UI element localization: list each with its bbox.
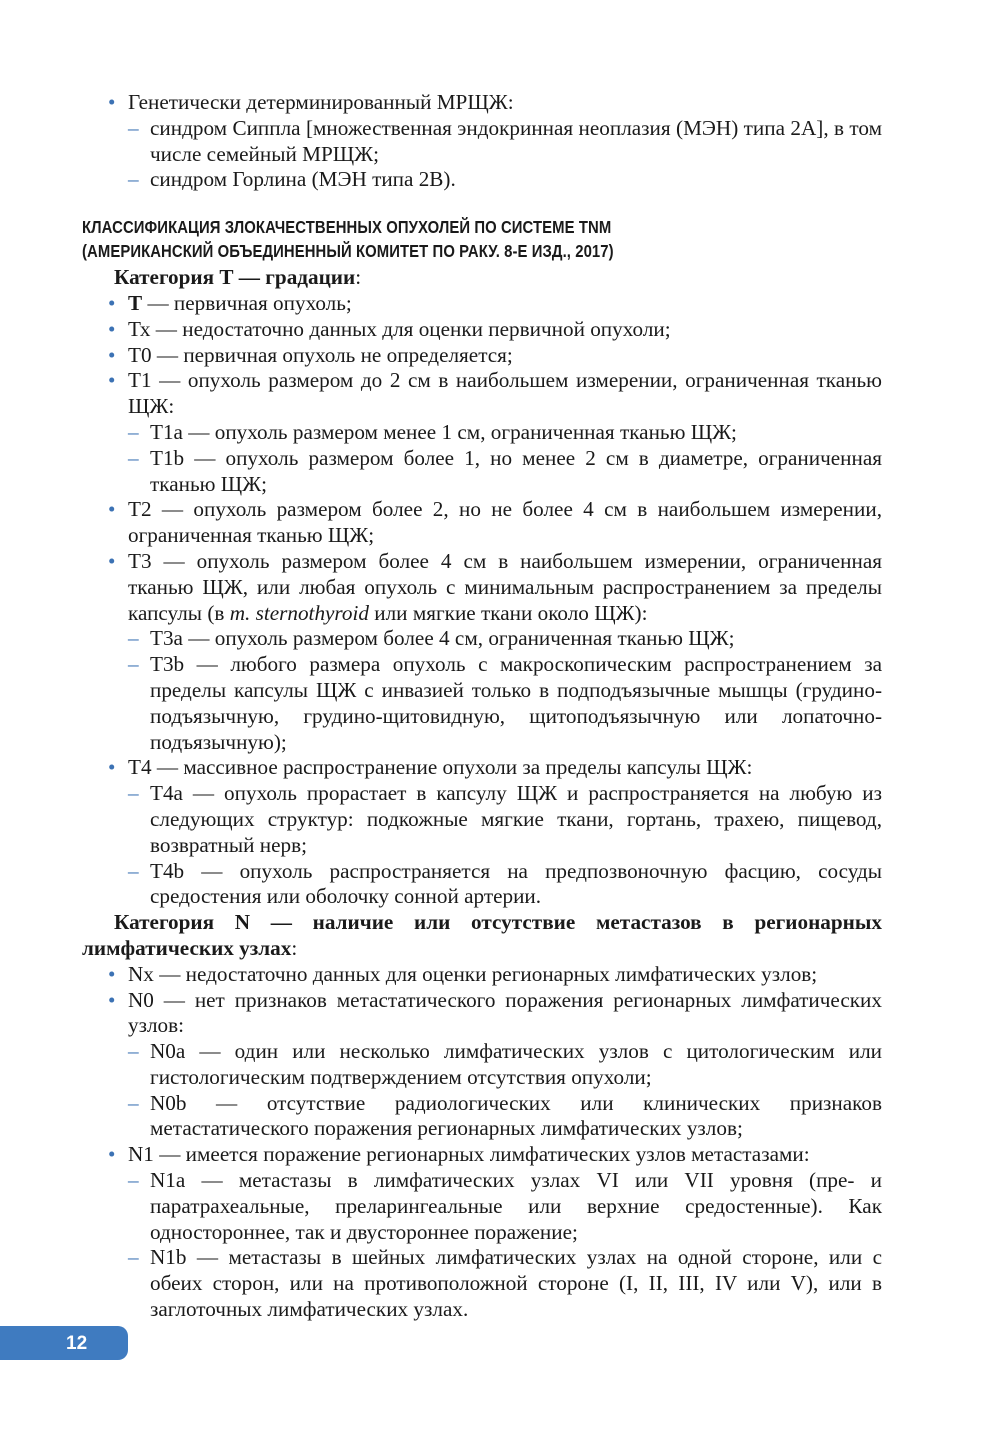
page-number-tab [0, 1326, 128, 1360]
colon: : [355, 265, 362, 290]
category-n-title [82, 910, 882, 962]
sub-list-item-n1b: – N1b — метастазы в шейных лимфатических узлах на одной стороне, или с обеих сторон, или на противоположной стороне (I, II, III, IV или V), или в заглоточных лимфатических узлах. [82, 1245, 882, 1322]
t3-text: Т3 — опухоль размером более 4 см в наибольшем измерении, ограниченная тканью ЩЖ, или любая опухоль с минимальным распространением за пределы капсулы (в [128, 548, 882, 625]
t3-muscle: m. sternothyroid [229, 600, 369, 625]
sub-list-item-n0b: – N0b — отсутствие радиологических или клинических признаков метастатического поражения регионарных лимфатических узлов; [82, 1091, 882, 1143]
sub-list-item: – синдром Горлина (МЭН типа 2В). [82, 167, 882, 193]
sub-list-item: – синдром Сиппла [множественная эндокринная неоплазия (МЭН) типа 2А], в том числе семейный МРЩЖ; [82, 116, 882, 168]
list-item: • Генетически детерминированный МРЩЖ: [82, 90, 882, 116]
sub-list-item-t4b: – T4b — опухоль распространяется на предпозвоночную фасцию, сосуды средостения или оболочку сонной артерии. [82, 859, 882, 911]
sub-list-item-n1a: – N1a — метастазы в лимфатических узлах VI или VII уровня (пре- и паратрахеальные, преларингеальные или верхние средостенные). Как одностороннее, так и двустороннее поражение; [82, 1168, 882, 1245]
t-code: Т [128, 290, 143, 315]
list-item-t [82, 291, 882, 317]
list-item-t1: • Т1 — опухоль размером до 2 см в наибольшем измерении, ограниченная тканью ЩЖ: [82, 368, 882, 420]
list-item-tx: • Тх — недостаточно данных для оценки первичной опухоли; [82, 317, 882, 343]
sub-list-item-t4a: – T4a — опухоль прорастает в капсулу ЩЖ и распространяется на любую из следующих структур: подкожные мягкие ткани, гортань, трахею, пищевод, возвратный нерв; [82, 781, 882, 858]
sub-list-item-t3a: – T3a — опухоль размером более 4 см, ограниченная тканью ЩЖ; [82, 626, 882, 652]
t-text: — первичная опухоль; [142, 290, 352, 315]
list-item-nx: • Nx — недостаточно данных для оценки регионарных лимфатических узлов; [82, 962, 882, 988]
section-heading [82, 215, 882, 263]
section-heading-line: КЛАССИФИКАЦИЯ ЗЛОКАЧЕСТВЕННЫХ ОПУХОЛЕЙ ПО СИСТЕМЕ TNM [82, 217, 612, 238]
list-item-n1: • N1 — имеется поражение регионарных лимфатических узлов метастазами: [82, 1142, 882, 1168]
colon: : [291, 935, 298, 960]
sub-list-item-t1a: – T1a — опухоль размером менее 1 см, ограниченная тканью ЩЖ; [82, 420, 882, 446]
list-item-t4: • Т4 — массивное распространение опухоли за пределы капсулы ЩЖ: [82, 755, 882, 781]
list-item-t0: • Т0 — первичная опухоль не определяется; [82, 343, 882, 369]
page-content [82, 90, 882, 1323]
sub-list-item-t1b: – T1b — опухоль размером более 1, но менее 2 см в диаметре, ограниченная тканью ЩЖ; [82, 446, 882, 498]
sub-list-item-n0a: – N0a — один или несколько лимфатических узлов с цитологическим или гистологическим подтверждением отсутствия опухоли; [82, 1039, 882, 1091]
t3-text-end: или мягкие ткани около ЩЖ): [368, 600, 648, 625]
list-item-t2: • Т2 — опухоль размером более 2, но не более 4 см в наибольшем измерении, ограниченная тканью ЩЖ; [82, 497, 882, 549]
list-item-t3 [82, 549, 882, 626]
category-n-label: Категория N — наличие или отсутствие метастазов в регионарных лимфатических узлах [82, 910, 882, 960]
category-t-title [82, 265, 882, 291]
list-item-n0: • N0 — нет признаков метастатического поражения регионарных лимфатических узлов: [82, 988, 882, 1040]
category-t-label: Категория Т — градации [114, 265, 356, 290]
page-number: 12 [66, 1333, 88, 1354]
section-heading-line: (АМЕРИКАНСКИЙ ОБЪЕДИНЕННЫЙ КОМИТЕТ ПО РАКУ. 8-Е ИЗД., 2017) [82, 241, 614, 262]
sub-list-item-t3b: – T3b — любого размера опухоль с макроскопическим распространением за пределы капсулы ЩЖ с инвазией только в подподъязычные мышцы (грудино-подъязычную, грудино-щитовидную, щитоподъязычную или лопаточно-подъязычную); [82, 652, 882, 755]
